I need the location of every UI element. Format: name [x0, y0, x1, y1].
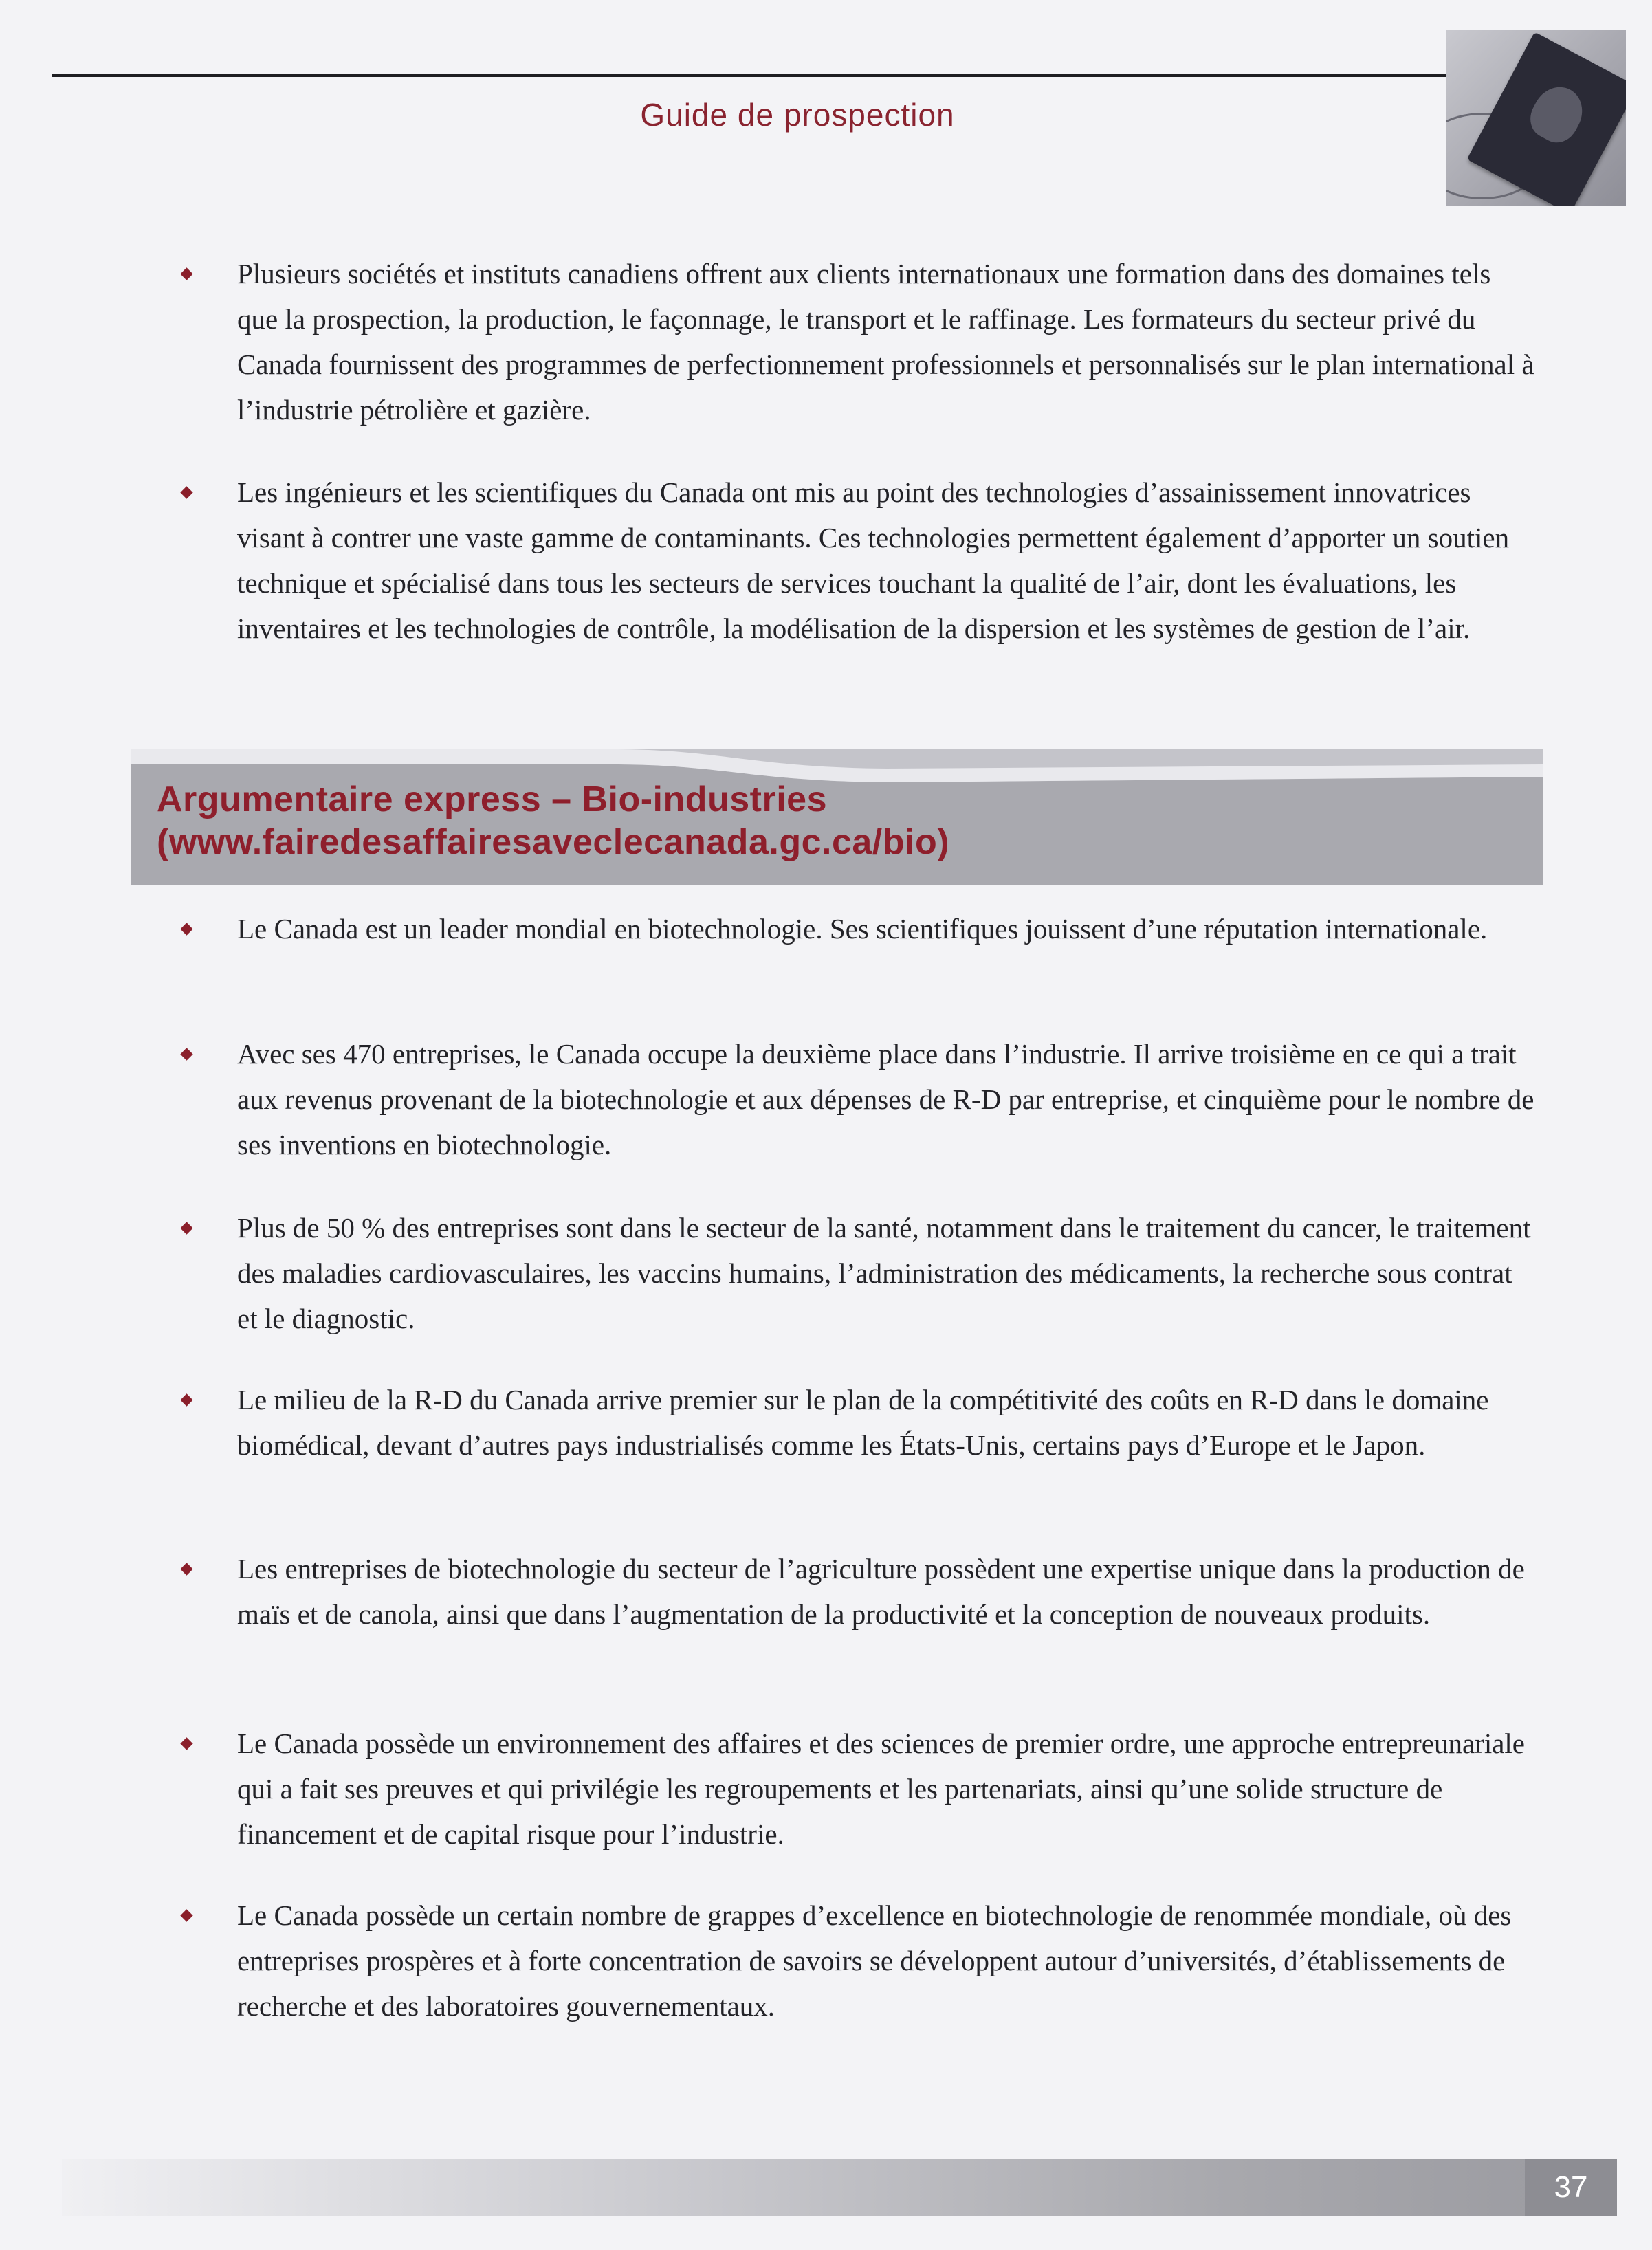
bullet-text: Avec ses 470 entreprises, le Canada occupe la deuxième place dans l’industrie. Il arrive troisième en ce qui a trait aux revenus provenant de la biotechnologie et aux dépenses de R-D par entreprise, et cinquième pour le nombre de ses inventions en biotechnologie. [237, 1038, 1534, 1160]
bullet-text: Le Canada est un leader mondial en biotechnologie. Ses scientifiques jouissent d’une réputation internationale. [237, 913, 1488, 945]
footer-bar [62, 2159, 1617, 2216]
diamond-bullet-icon [180, 923, 192, 935]
list-item [237, 1377, 1538, 1468]
bullet-text: Les entreprises de biotechnologie du secteur de l’agriculture possèdent une expertise unique dans la production de maïs et de canola, ainsi que dans l’augmentation de la productivité et la conception de nouveaux produits. [237, 1553, 1525, 1630]
list-item [237, 470, 1538, 651]
bullet-text: Le Canada possède un environnement des affaires et des sciences de premier ordre, une approche entrepreunariale qui a fait ses preuves et qui privilégie les regroupements et les partenariats, ainsi qu’une solide structure de financement et de capital risque pour l’industrie. [237, 1728, 1526, 1850]
section-title-line: Argumentaire express – Bio-industries [157, 780, 828, 819]
bullet-text: Le Canada possède un certain nombre de grappes d’excellence en biotechnologie de renommée mondiale, où des entreprises prospères et à forte concentration de savoirs se développent autour d’universités, d’établissements de recherche et des laboratoires gouvernementaux. [237, 1899, 1512, 2022]
list-item [237, 906, 1538, 951]
diamond-bullet-icon [180, 1737, 192, 1750]
diamond-bullet-icon [180, 1393, 192, 1406]
page-number: 37 [1525, 2159, 1617, 2216]
list-item [237, 251, 1538, 432]
diamond-bullet-icon [180, 1563, 192, 1575]
list-item [237, 1031, 1538, 1167]
running-header: Guide de prospection [640, 97, 955, 133]
bullet-text: Le milieu de la R-D du Canada arrive premier sur le plan de la compétitivité des coûts en R-D dans le domaine biomédical, devant d’autres pays industrialisés comme les États-Unis, certains pays d’Europe et le Japon. [237, 1384, 1489, 1461]
diamond-bullet-icon [180, 1909, 192, 1921]
diamond-bullet-icon [180, 1222, 192, 1234]
header-rule [52, 74, 1448, 77]
bullet-text: Plusieurs sociétés et instituts canadiens offrent aux clients internationaux une formation dans des domaines tels que la prospection, la production, le façonnage, le transport et le raffinage. Les formateurs du secteur privé du Canada fournissent des programmes de perfectionnement professionnels et personnalisés sur le plan international à l’industrie pétrolière et gazière. [237, 258, 1534, 426]
bullet-text: Les ingénieurs et les scientifiques du Canada ont mis au point des technologies d’assainissement innovatrices visant à contrer une vaste gamme de contaminants. Ces technologies permettent également d’apporter un soutien technique et spécialisé dans tous les secteurs de services touchant la qualité de l’air, dont les évaluations, les inventaires et les technologies de contrôle, la modélisation de la dispersion et les systèmes de gestion de l’air. [237, 476, 1510, 644]
diamond-bullet-icon [180, 486, 192, 498]
section-title [157, 778, 949, 863]
section-heading-band [131, 749, 1543, 885]
list-item [237, 1205, 1538, 1341]
list-item [237, 1893, 1538, 2029]
diamond-bullet-icon [180, 1048, 192, 1060]
list-item [237, 1546, 1538, 1637]
section-url: (www.fairedesaffairesaveclecanada.gc.ca/bio) [157, 822, 950, 862]
diamond-bullet-icon [180, 267, 192, 280]
list-item [237, 1721, 1538, 1857]
bullet-text: Plus de 50 % des entreprises sont dans le secteur de la santé, notamment dans le traitement du cancer, le traitement des maladies cardiovasculaires, les vaccins humains, l’administration des médicaments, la recherche sous contrat et le diagnostic. [237, 1212, 1531, 1334]
